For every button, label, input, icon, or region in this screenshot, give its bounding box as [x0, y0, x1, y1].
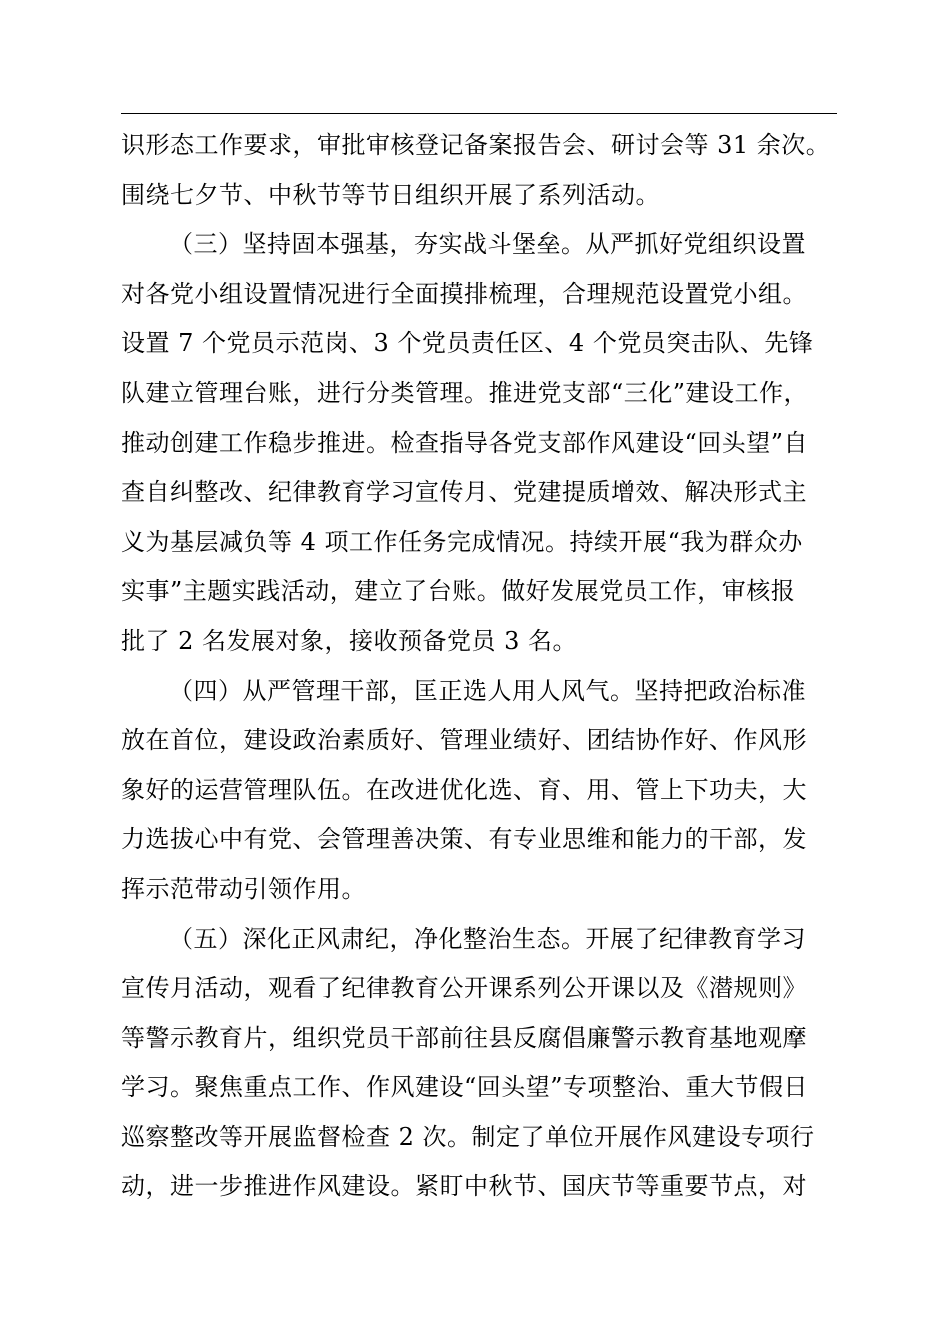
text-line: 对各党小组设置情况进行全面摸排梳理，合理规范设置党小组。 — [121, 279, 807, 308]
text-line: 放在首位，建设政治素质好、管理业绩好、团结协作好、作风形 — [121, 726, 807, 755]
section-heading-line: （五）深化正风肃纪，净化整治生态。开展了纪律教育学习 — [169, 924, 806, 953]
text-line: 队建立管理台账，进行分类管理。推进党支部“三化”建设工作， — [121, 378, 809, 407]
text-line: 挥示范带动引领作用。 — [121, 874, 366, 903]
paragraph-section-3 — [121, 220, 851, 666]
paragraph-section-4 — [121, 667, 851, 915]
text-line: 巡察整改等开展监督检查 2 次。制定了单位开展作风建设专项行 — [121, 1122, 815, 1151]
text-line: 力选拔心中有党、会管理善决策、有专业思维和能力的干部，发 — [121, 825, 807, 854]
text-line: 宣传月活动，观看了纪律教育公开课系列公开课以及《潜规则》 — [121, 974, 807, 1003]
section-heading-line: （三）坚持固本强基，夯实战斗堡垒。从严抓好党组织设置 — [169, 230, 806, 259]
text-line: 等警示教育片，组织党员干部前往县反腐倡廉警示教育基地观摩 — [121, 1023, 807, 1052]
text-line: 学习。聚焦重点工作、作风建设“回头望”专项整治、重大节假日 — [121, 1073, 809, 1102]
paragraph-continuation — [121, 121, 851, 220]
text-line: 批了 2 名发展对象，接收预备党员 3 名。 — [121, 626, 578, 655]
document-body — [121, 121, 851, 1212]
text-line: 识形态工作要求，审批审核登记备案报告会、研讨会等 31 余次。 — [121, 131, 831, 159]
text-line: 设置 7 个党员示范岗、3 个党员责任区、4 个党员突击队、先锋 — [121, 329, 814, 358]
header-rule — [121, 113, 837, 114]
text-line: 实事”主题实践活动，建立了台账。做好发展党员工作，审核报 — [121, 577, 796, 606]
paragraph-section-5 — [121, 915, 851, 1213]
text-line: 推动创建工作稳步推进。检查指导各党支部作风建设“回头望”自 — [121, 428, 809, 457]
text-line: 义为基层减负等 4 项工作任务完成情况。持续开展“我为群众办 — [121, 527, 803, 556]
section-heading-line: （四）从严管理干部，匡正选人用人风气。坚持把政治标准 — [169, 676, 806, 705]
text-line: 围绕七夕节、中秋节等节日组织开展了系列活动。 — [121, 180, 660, 209]
text-line: 查自纠整改、纪律教育学习宣传月、党建提质增效、解决形式主 — [121, 478, 807, 507]
text-line: 动，进一步推进作风建设。紧盯中秋节、国庆节等重要节点，对 — [121, 1172, 807, 1201]
text-line: 象好的运营管理队伍。在改进优化选、育、用、管上下功夫，大 — [121, 775, 807, 804]
